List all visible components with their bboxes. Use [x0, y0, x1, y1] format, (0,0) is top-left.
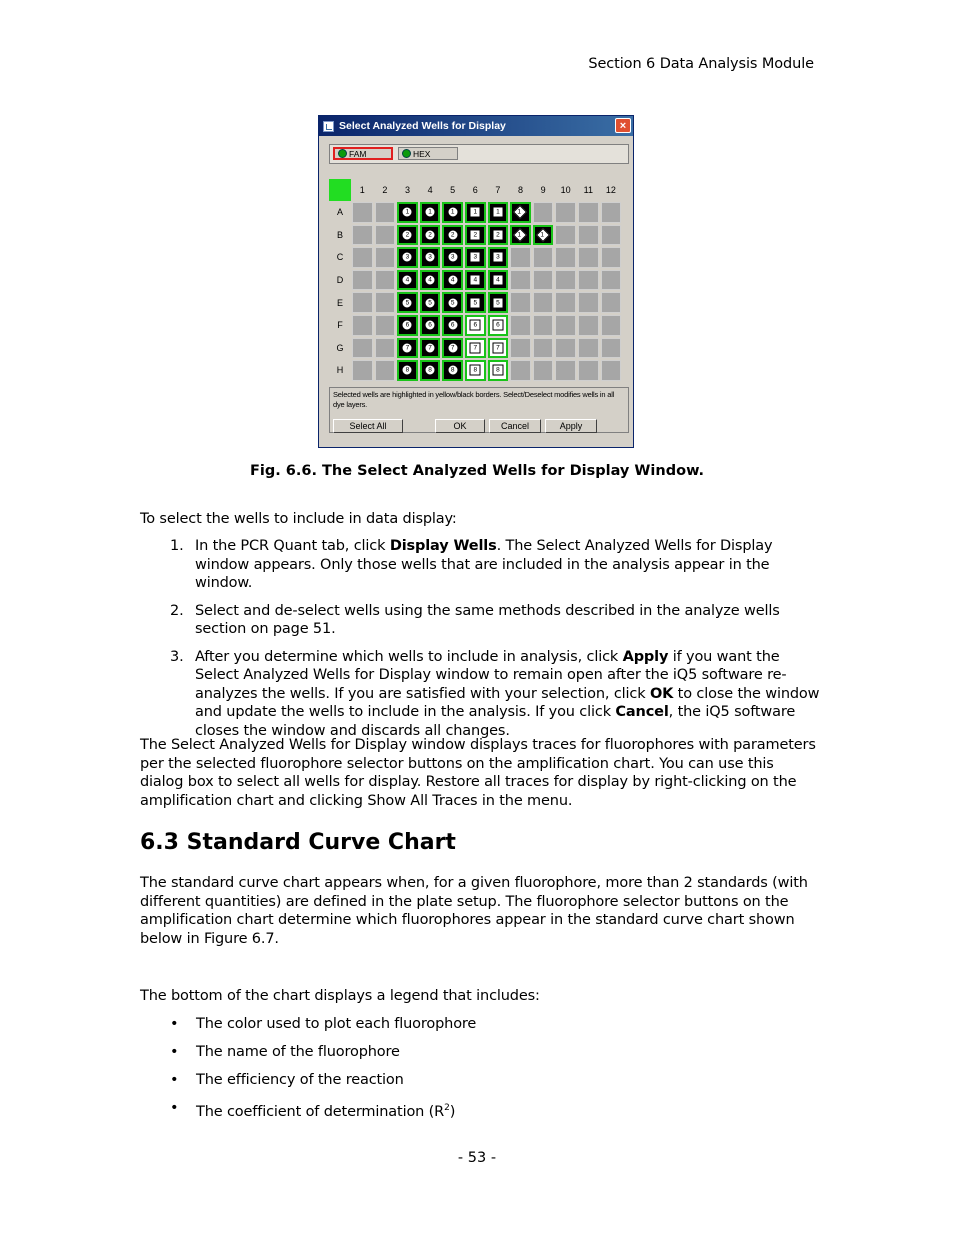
well-A12[interactable] — [601, 202, 622, 223]
well-F10[interactable] — [555, 315, 576, 336]
well-F6[interactable] — [465, 315, 486, 336]
row-header-F[interactable]: F — [337, 320, 343, 331]
step-bold: Cancel — [615, 704, 669, 720]
ntc-diamond-icon: 1 — [513, 205, 527, 219]
step-text: . The Select Analyzed Wells for Display window appears. Only those wells that are included in the analysis appear in the window. — [195, 538, 773, 591]
unknown-sample-icon: 7 — [425, 342, 436, 353]
step-text: Select and de-select wells using the same methods described in the analyze wells section on page 51. — [195, 602, 780, 637]
well-E11[interactable] — [578, 292, 599, 313]
row-header-D[interactable]: D — [336, 275, 344, 286]
standard-square-icon: 2 — [470, 229, 481, 240]
well-D7[interactable] — [488, 270, 509, 291]
row-header-B[interactable]: B — [336, 229, 343, 240]
unknown-sample-icon: 2 — [402, 229, 413, 240]
well-H8[interactable] — [510, 360, 531, 381]
well-F2[interactable] — [375, 315, 396, 336]
row-header-E[interactable]: E — [336, 297, 343, 308]
step-bold: OK — [649, 685, 674, 702]
well-D4[interactable] — [420, 270, 441, 291]
unknown-sample-icon: 8 — [402, 365, 413, 376]
well-D2[interactable] — [375, 270, 396, 291]
step-text: In the PCR Quant tab, click — [195, 538, 390, 554]
standard-square-icon: 6 — [492, 320, 503, 331]
unknown-sample-icon: 1 — [425, 207, 436, 218]
well-H1[interactable] — [352, 360, 373, 381]
row-header-A[interactable]: A — [336, 207, 343, 218]
well-F12[interactable] — [601, 315, 622, 336]
well-E8[interactable] — [510, 292, 531, 313]
well-G10[interactable] — [555, 338, 576, 359]
well-A4[interactable] — [420, 202, 441, 223]
well-G2[interactable] — [375, 338, 396, 359]
intro-text: To select the wells to include in data display: — [140, 511, 457, 527]
unknown-sample-icon: 8 — [447, 365, 458, 376]
well-G4[interactable] — [420, 338, 441, 359]
well-G5[interactable] — [442, 338, 463, 359]
unknown-sample-icon: 4 — [425, 275, 436, 286]
well-H2[interactable] — [375, 360, 396, 381]
ok-button[interactable]: OK — [435, 419, 485, 433]
well-B11[interactable] — [578, 225, 599, 246]
step-number: 3. — [170, 648, 184, 665]
well-H7[interactable] — [488, 360, 509, 381]
well-G1[interactable] — [352, 338, 373, 359]
well-H12[interactable] — [601, 360, 622, 381]
ntc-diamond-icon: 1 — [513, 228, 527, 242]
well-B12[interactable] — [601, 225, 622, 246]
row-header-G[interactable]: G — [336, 342, 344, 353]
step-number: 1. — [170, 538, 184, 554]
column-header-11[interactable]: 11 — [583, 185, 593, 195]
well-A3[interactable] — [397, 202, 418, 223]
well-E3[interactable] — [397, 292, 418, 313]
step-number: 2. — [170, 602, 184, 619]
select-all-button[interactable]: Select All — [333, 419, 403, 433]
step-text: , the iQ5 software closes the window and discards all changes. — [195, 704, 796, 739]
unknown-sample-icon: 8 — [425, 365, 436, 376]
well-B2[interactable] — [375, 225, 396, 246]
well-C7[interactable] — [488, 247, 509, 268]
legend-bullets — [140, 1015, 820, 1127]
well-E2[interactable] — [375, 292, 396, 313]
section-heading: 6.3 Standard Curve Chart — [140, 830, 456, 855]
column-header-7[interactable]: 7 — [495, 185, 501, 195]
well-A11[interactable] — [578, 202, 599, 223]
well-E7[interactable] — [488, 292, 509, 313]
standard-square-icon: 6 — [470, 320, 481, 331]
close-button[interactable]: × — [615, 118, 631, 133]
row-header-H[interactable]: H — [336, 365, 344, 376]
bullet-item: • The color used to plot each fluorophore — [140, 1015, 820, 1043]
row-header-C[interactable]: C — [336, 252, 344, 263]
well-F7[interactable] — [488, 315, 509, 336]
well-E12[interactable] — [601, 292, 622, 313]
well-B5[interactable] — [442, 225, 463, 246]
well-F8[interactable] — [510, 315, 531, 336]
unknown-sample-icon: 6 — [447, 320, 458, 331]
standard-square-icon: 8 — [470, 365, 481, 376]
well-E6[interactable] — [465, 292, 486, 313]
well-G12[interactable] — [601, 338, 622, 359]
well-G9[interactable] — [533, 338, 554, 359]
unknown-sample-icon: 5 — [402, 297, 413, 308]
well-C6[interactable] — [465, 247, 486, 268]
well-C2[interactable] — [375, 247, 396, 268]
column-header-9[interactable]: 9 — [540, 185, 546, 195]
unknown-sample-icon: 1 — [447, 207, 458, 218]
well-A2[interactable] — [375, 202, 396, 223]
well-A5[interactable] — [442, 202, 463, 223]
step-text: After you determine which wells to include in analysis, click — [195, 648, 623, 665]
standard-square-icon: 2 — [492, 229, 503, 240]
well-D5[interactable] — [442, 270, 463, 291]
well-G3[interactable] — [397, 338, 418, 359]
well-B6[interactable] — [465, 225, 486, 246]
unknown-sample-icon: 2 — [425, 229, 436, 240]
unknown-sample-icon: 7 — [447, 342, 458, 353]
well-B7[interactable] — [488, 225, 509, 246]
cancel-button[interactable]: Cancel — [489, 419, 541, 433]
well-C11[interactable] — [578, 247, 599, 268]
step-bold: Apply — [622, 648, 669, 665]
well-A10[interactable] — [555, 202, 576, 223]
standard-square-icon: 4 — [470, 275, 481, 286]
column-header-3[interactable]: 3 — [404, 185, 410, 195]
well-F3[interactable] — [397, 315, 418, 336]
column-header-4[interactable]: 4 — [427, 185, 433, 195]
dye-label: HEX — [413, 148, 431, 159]
unknown-sample-icon: 3 — [425, 252, 436, 263]
standard-square-icon: 1 — [492, 207, 503, 218]
column-header-12[interactable]: 12 — [605, 185, 616, 195]
app-icon — [323, 121, 334, 132]
step-item — [140, 537, 820, 593]
well-G6[interactable] — [465, 338, 486, 359]
unknown-sample-icon: 3 — [402, 252, 413, 263]
dye-led-icon — [338, 149, 347, 158]
superscript: 2 — [444, 1103, 450, 1113]
unknown-sample-icon: 3 — [447, 252, 458, 263]
unknown-sample-icon: 7 — [402, 342, 413, 353]
well-C5[interactable] — [442, 247, 463, 268]
well-plate-grid — [328, 176, 626, 384]
well-B1[interactable] — [352, 225, 373, 246]
well-A7[interactable] — [488, 202, 509, 223]
standard-square-icon: 3 — [470, 252, 481, 263]
display-paragraph: The Select Analyzed Wells for Display window displays traces for fluorophores with parameters per the selected fluorophore selector buttons on the amplification chart. You can use this dialog box to select all wells for display. Restore all traces for display by right-clicking on the amplification chart and clicking Show All Traces in the menu. — [140, 737, 816, 809]
well-E5[interactable] — [442, 292, 463, 313]
well-C9[interactable] — [533, 247, 554, 268]
well-E9[interactable] — [533, 292, 554, 313]
well-D10[interactable] — [555, 270, 576, 291]
steps-list — [140, 537, 820, 749]
well-D11[interactable] — [578, 270, 599, 291]
well-D9[interactable] — [533, 270, 554, 291]
dye-led-icon — [402, 149, 411, 158]
well-H9[interactable] — [533, 360, 554, 381]
plate-corner[interactable] — [329, 179, 351, 201]
well-D6[interactable] — [465, 270, 486, 291]
well-B4[interactable] — [420, 225, 441, 246]
bullet-item: • The efficiency of the reaction — [140, 1071, 820, 1099]
well-H3[interactable] — [397, 360, 418, 381]
standard-square-icon: 7 — [492, 342, 503, 353]
dye-selector-bar — [329, 144, 629, 164]
column-header-5[interactable]: 5 — [450, 185, 456, 195]
unknown-sample-icon: 2 — [447, 229, 458, 240]
well-B8[interactable] — [510, 225, 531, 246]
well-H10[interactable] — [555, 360, 576, 381]
column-header-1[interactable]: 1 — [359, 185, 365, 195]
unknown-sample-icon: 4 — [447, 275, 458, 286]
well-A1[interactable] — [352, 202, 373, 223]
well-E4[interactable] — [420, 292, 441, 313]
step-bold: Display Wells — [389, 538, 497, 554]
well-E10[interactable] — [555, 292, 576, 313]
step-text: to close the window and update the wells to include in the analysis. If you click — [195, 685, 820, 720]
unknown-sample-icon: 6 — [402, 320, 413, 331]
well-G11[interactable] — [578, 338, 599, 359]
well-C8[interactable] — [510, 247, 531, 268]
unknown-sample-icon: 5 — [447, 297, 458, 308]
figure-caption: Fig. 6.6. The Select Analyzed Wells for Display Window. — [249, 463, 705, 479]
ntc-diamond-icon: 1 — [536, 228, 550, 242]
legend-intro: The bottom of the chart displays a legend that includes: — [140, 988, 540, 1004]
dye-label: FAM — [349, 148, 367, 159]
unknown-sample-icon: 6 — [425, 320, 436, 331]
column-header-6[interactable]: 6 — [472, 185, 478, 195]
well-C3[interactable] — [397, 247, 418, 268]
standard-curve-paragraph: The standard curve chart appears when, for a given fluorophore, more than 2 standards (with different quantities) are defined in the plate setup. The fluorophore selector buttons on the amplification chart determine which fluorophores appear in the standard curve chart shown below in Figure 6.7. — [140, 875, 808, 947]
column-header-10[interactable]: 10 — [560, 185, 571, 195]
well-A9[interactable] — [533, 202, 554, 223]
standard-square-icon: 5 — [470, 297, 481, 308]
standard-square-icon: 7 — [470, 342, 481, 353]
bullet-text: The coefficient of determination (R — [196, 1103, 445, 1120]
well-B10[interactable] — [555, 225, 576, 246]
well-A6[interactable] — [465, 202, 486, 223]
running-header: Section 6 Data Analysis Module — [588, 56, 814, 72]
apply-button[interactable]: Apply — [545, 419, 597, 433]
column-header-2[interactable]: 2 — [382, 185, 388, 195]
unknown-sample-icon: 1 — [402, 207, 413, 218]
well-H4[interactable] — [420, 360, 441, 381]
well-E1[interactable] — [352, 292, 373, 313]
well-D1[interactable] — [352, 270, 373, 291]
standard-square-icon: 3 — [492, 252, 503, 263]
well-G8[interactable] — [510, 338, 531, 359]
well-D12[interactable] — [601, 270, 622, 291]
column-header-8[interactable]: 8 — [517, 185, 523, 195]
standard-square-icon: 1 — [470, 207, 481, 218]
well-F11[interactable] — [578, 315, 599, 336]
well-B9[interactable] — [533, 225, 554, 246]
well-H6[interactable] — [465, 360, 486, 381]
well-F1[interactable] — [352, 315, 373, 336]
step-text: if you want the Select Analyzed Wells for Display window to remain open after the iQ5 software re-analyzes the wells. If you are satisfied with your selection, click — [195, 648, 787, 702]
bullet-item: • The name of the fluorophore — [140, 1043, 820, 1071]
well-C1[interactable] — [352, 247, 373, 268]
well-B3[interactable] — [397, 225, 418, 246]
well-D8[interactable] — [510, 270, 531, 291]
bullet-text: ) — [449, 1103, 456, 1120]
well-C12[interactable] — [601, 247, 622, 268]
well-H5[interactable] — [442, 360, 463, 381]
well-H11[interactable] — [578, 360, 599, 381]
well-A8[interactable] — [510, 202, 531, 223]
well-D3[interactable] — [397, 270, 418, 291]
dye-button-fam[interactable] — [333, 147, 393, 160]
unknown-sample-icon: 5 — [425, 297, 436, 308]
well-C4[interactable] — [420, 247, 441, 268]
standard-square-icon: 8 — [492, 365, 503, 376]
well-C10[interactable] — [555, 247, 576, 268]
window-titlebar — [319, 116, 633, 136]
message-text: Selected wells are highlighted in yellow/black borders. Select/Deselect modifies wells in all dye layers. — [333, 390, 615, 409]
dye-button-hex[interactable] — [398, 147, 458, 160]
step-item — [140, 648, 820, 741]
well-F9[interactable] — [533, 315, 554, 336]
step-item — [140, 602, 820, 639]
window-title: Select Analyzed Wells for Display — [339, 120, 506, 132]
well-F4[interactable] — [420, 315, 441, 336]
page-number: - 53 - — [457, 1150, 497, 1166]
standard-square-icon: 5 — [492, 297, 503, 308]
standard-square-icon: 4 — [492, 275, 503, 286]
bullet-item — [140, 1099, 820, 1127]
well-F5[interactable] — [442, 315, 463, 336]
well-G7[interactable] — [488, 338, 509, 359]
select-analyzed-wells-window — [318, 115, 634, 448]
unknown-sample-icon: 4 — [402, 275, 413, 286]
